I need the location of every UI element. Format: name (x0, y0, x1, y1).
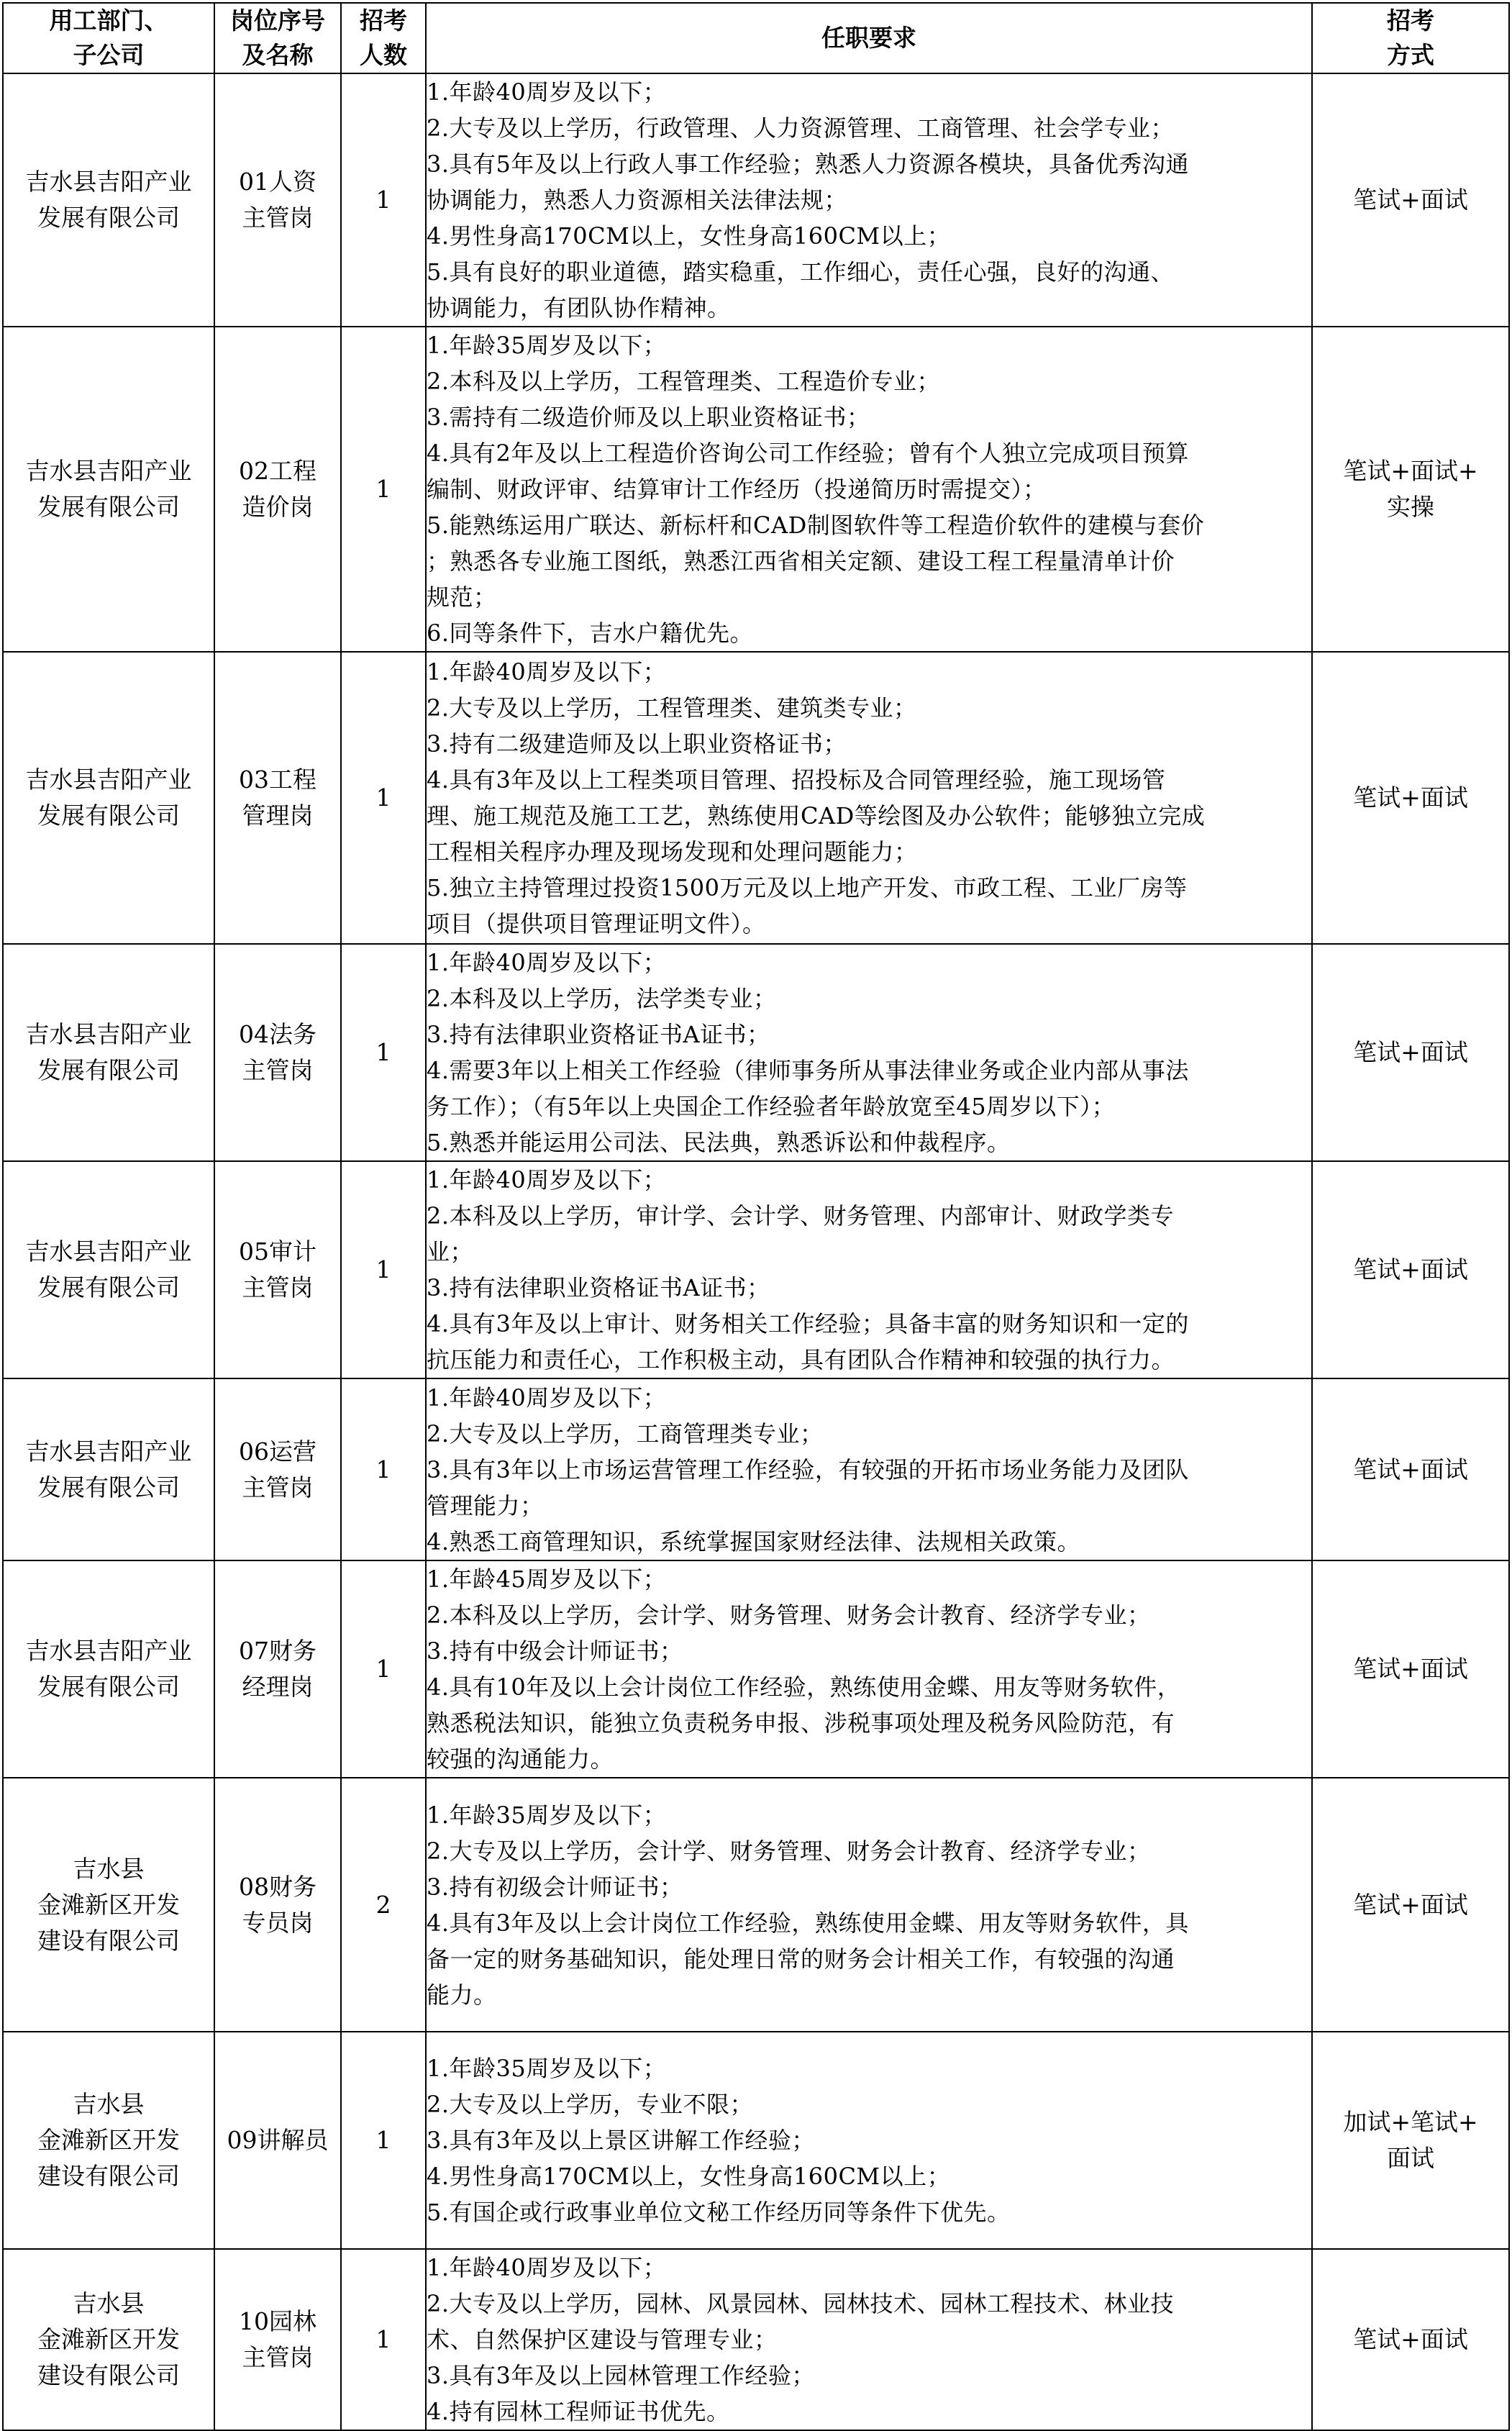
dept-cell (3, 944, 214, 1161)
requirement-line: 4.男性身高170CM以上，女性身高160CM以上； (427, 2163, 951, 2190)
requirement-line: 2.大专及以上学历，园林、风景园林、园林技术、园林工程技术、林业技 (427, 2290, 1175, 2317)
dept-cell-line: 发展有限公司 (37, 801, 180, 830)
header-post (214, 3, 341, 73)
requirements-cell (426, 327, 1312, 652)
requirement-line: 能力。 (427, 1981, 497, 2009)
header-count-line: 招考 (360, 6, 407, 35)
count-cell: 1 (341, 2032, 426, 2249)
post-cell-line: 管理岗 (242, 801, 314, 830)
requirement-line: 熟悉税法知识，能独立负责税务申报、涉税事项处理及税务风险防范，有 (427, 1709, 1175, 1737)
table-row (3, 73, 1509, 327)
post-cell (214, 2032, 341, 2249)
method-cell-line: 笔试+面试 (1353, 186, 1468, 214)
requirement-line: 4.具有10年及以上会计岗位工作经验，熟练使用金蝶、用友等财务软件， (427, 1673, 1181, 1701)
post-cell-line: 01人资 (239, 168, 316, 196)
post-cell-line: 10园林 (239, 2307, 316, 2335)
requirement-line: 协调能力，熟悉人力资源相关法律法规； (427, 186, 848, 214)
dept-cell-line: 吉水县吉阳产业 (25, 1237, 192, 1266)
dept-cell-line: 吉水县吉阳产业 (25, 1020, 192, 1048)
dept-cell-line: 发展有限公司 (37, 204, 180, 232)
header-requirements: 任职要求 (426, 3, 1312, 73)
post-cell-line: 主管岗 (242, 1473, 314, 1501)
post-cell (214, 944, 341, 1161)
table-row (3, 327, 1509, 652)
requirement-line: 4.具有3年及以上审计、财务相关工作经验；具备丰富的财务知识和一定的 (427, 1310, 1189, 1337)
requirement-line: 2.大专及以上学历，会计学、财务管理、财务会计教育、经济学专业； (427, 1837, 1151, 1865)
requirements-cell (426, 73, 1312, 327)
requirement-line: 规范； (427, 583, 497, 611)
dept-cell-line: 建设有限公司 (37, 2162, 180, 2190)
table-row (3, 1378, 1509, 1560)
dept-cell-line: 吉水县吉阳产业 (25, 1637, 192, 1665)
requirement-line: 1.年龄40周岁及以下； (427, 2254, 667, 2281)
post-cell-line: 05审计 (239, 1237, 316, 1266)
requirement-line: 备一定的财务基础知识，能处理日常的财务会计相关工作，有较强的沟通 (427, 1945, 1175, 1973)
requirement-line: 2.大专及以上学历，工程管理类、建筑类专业； (427, 694, 917, 722)
method-cell (1312, 1560, 1509, 1778)
dept-cell-line: 吉水县 (73, 2289, 145, 2317)
post-cell (214, 652, 341, 944)
method-cell-line: 笔试+面试 (1353, 1255, 1468, 1283)
dept-cell-line: 吉水县吉阳产业 (25, 457, 192, 485)
requirement-line: 1.年龄35周岁及以下； (427, 2055, 667, 2082)
header-dept-line: 用工部门、 (49, 6, 168, 35)
count-cell: 1 (341, 327, 426, 652)
method-cell (1312, 2249, 1509, 2430)
dept-cell-line: 发展有限公司 (37, 1473, 180, 1501)
requirement-line: 较强的沟通能力。 (427, 1745, 614, 1773)
requirements-cell (426, 1560, 1312, 1778)
requirement-line: 5.熟悉并能运用公司法、民法典，熟悉诉讼和仲裁程序。 (427, 1129, 1011, 1156)
requirement-line: 3.具有3年以上市场运营管理工作经验，有较强的开拓市场业务能力及团队 (427, 1455, 1189, 1483)
method-cell-line: 实操 (1387, 493, 1434, 521)
method-cell-line: 笔试+面试 (1353, 783, 1468, 812)
requirement-line: 3.持有初级会计师证书； (427, 1873, 683, 1901)
method-cell (1312, 2032, 1509, 2249)
requirement-line: 5.能熟练运用广联达、新标杆和CAD制图软件等工程造价软件的建模与套价 (427, 512, 1205, 539)
requirement-line: 抗压能力和责任心，工作积极主动，具有团队合作精神和较强的执行力。 (427, 1346, 1175, 1373)
requirement-line: ；熟悉各专业施工图纸，熟悉江西省相关定额、建设工程工程量清单计价 (427, 547, 1175, 575)
post-cell (214, 1560, 341, 1778)
header-dept (3, 3, 214, 73)
requirement-line: 3.具有3年及以上景区讲解工作经验； (427, 2127, 815, 2154)
table-row (3, 2249, 1509, 2430)
requirement-line: 4.具有3年及以上工程类项目管理、招投标及合同管理经验，施工现场管 (427, 766, 1166, 794)
header-method-line: 方式 (1387, 41, 1434, 69)
method-cell-line: 笔试+面试 (1353, 1038, 1468, 1066)
count-cell: 2 (341, 1778, 426, 2032)
post-cell-line: 08财务 (239, 1872, 316, 1901)
requirements-cell (426, 2032, 1312, 2249)
header-count-line: 人数 (360, 41, 407, 69)
requirement-line: 1.年龄35周岁及以下； (427, 1801, 667, 1829)
post-cell (214, 73, 341, 327)
count-cell: 1 (341, 652, 426, 944)
requirements-cell (426, 2249, 1312, 2430)
requirement-line: 5.具有良好的职业道德，踏实稳重，工作细心，责任心强，良好的沟通、 (427, 258, 1175, 286)
count-cell: 1 (341, 73, 426, 327)
table-row (3, 1161, 1509, 1378)
requirement-line: 3.具有5年及以上行政人事工作经验；熟悉人力资源各模块，具备优秀沟通 (427, 150, 1189, 178)
dept-cell-line: 吉水县吉阳产业 (25, 168, 192, 196)
requirement-line: 务工作）；（有5年以上央国企工作经验者年龄放宽至45周岁以下）； (427, 1093, 1116, 1120)
requirement-line: 2.本科及以上学历，审计学、会计学、财务管理、内部审计、财政学类专 (427, 1202, 1175, 1230)
header-method-line: 招考 (1387, 6, 1434, 35)
post-cell-line: 主管岗 (242, 1056, 314, 1084)
method-cell (1312, 1778, 1509, 2032)
requirement-line: 3.需持有二级造价师及以上职业资格证书； (427, 404, 870, 431)
requirements-cell (426, 944, 1312, 1161)
dept-cell-line: 金滩新区开发 (37, 2126, 180, 2154)
dept-cell-line: 发展有限公司 (37, 1273, 180, 1301)
requirement-line: 4.具有3年及以上会计岗位工作经验，熟练使用金蝶、用友等财务软件，具 (427, 1909, 1189, 1937)
table-row (3, 1778, 1509, 2032)
dept-cell (3, 652, 214, 944)
post-cell (214, 1161, 341, 1378)
requirements-cell (426, 652, 1312, 944)
dept-cell-line: 建设有限公司 (37, 2361, 180, 2389)
post-cell-line: 03工程 (239, 765, 316, 794)
count-cell: 1 (341, 1161, 426, 1378)
post-cell (214, 1778, 341, 2032)
requirement-line: 工程相关程序办理及现场发现和处理问题能力； (427, 838, 918, 865)
requirement-line: 4.需要3年以上相关工作经验（律师事务所从事法律业务或企业内部从事法 (427, 1057, 1189, 1084)
post-cell-line: 经理岗 (242, 1673, 314, 1701)
post-cell-line: 主管岗 (242, 2343, 314, 2371)
header-method (1312, 3, 1509, 73)
requirement-line: 2.大专及以上学历，行政管理、人力资源管理、工商管理、社会学专业； (427, 114, 1175, 142)
requirement-line: 1.年龄45周岁及以下； (427, 1566, 667, 1593)
post-cell (214, 1378, 341, 1560)
dept-cell (3, 1378, 214, 1560)
requirement-line: 业； (427, 1238, 474, 1266)
post-cell-line: 09讲解员 (227, 2126, 329, 2154)
dept-cell (3, 2032, 214, 2249)
requirement-line: 1.年龄40周岁及以下； (427, 949, 667, 976)
table-row (3, 2032, 1509, 2249)
method-cell (1312, 73, 1509, 327)
requirement-line: 2.大专及以上学历，专业不限； (427, 2091, 754, 2118)
requirement-line: 4.持有园林工程师证书优先。 (427, 2398, 730, 2425)
dept-cell-line: 金滩新区开发 (37, 2325, 180, 2353)
requirement-line: 术、自然保护区建设与管理专业； (427, 2326, 778, 2353)
dept-cell-line: 建设有限公司 (37, 1926, 180, 1955)
header-row (3, 3, 1509, 73)
post-cell (214, 2249, 341, 2430)
header-dept-line: 子公司 (73, 41, 145, 69)
header-post-line: 岗位序号 (230, 6, 325, 35)
count-cell: 1 (341, 1378, 426, 1560)
requirement-line: 2.本科及以上学历，法学类专业； (427, 985, 777, 1012)
requirement-line: 4.男性身高170CM以上，女性身高160CM以上； (427, 222, 951, 250)
count-cell: 1 (341, 1560, 426, 1778)
post-cell-line: 专员岗 (242, 1908, 314, 1937)
post-cell (214, 327, 341, 652)
requirement-line: 管理能力； (427, 1491, 544, 1519)
header-post-line: 及名称 (242, 41, 314, 69)
dept-cell (3, 1161, 214, 1378)
recruitment-table (2, 2, 1510, 2431)
method-cell-line: 面试 (1387, 2144, 1434, 2172)
table-row (3, 652, 1509, 944)
dept-cell (3, 1778, 214, 2032)
table-row (3, 1560, 1509, 1778)
method-cell (1312, 1161, 1509, 1378)
method-cell-line: 笔试+面试+ (1343, 457, 1478, 485)
dept-cell (3, 327, 214, 652)
requirements-cell (426, 1378, 1312, 1560)
count-cell: 1 (341, 944, 426, 1161)
method-cell-line: 笔试+面试 (1353, 1455, 1468, 1483)
dept-cell-line: 吉水县吉阳产业 (25, 1437, 192, 1466)
dept-cell-line: 发展有限公司 (37, 493, 180, 521)
requirement-line: 2.本科及以上学历，工程管理类、工程造价专业； (427, 368, 941, 395)
method-cell-line: 笔试+面试 (1353, 2325, 1468, 2353)
requirement-line: 4.熟悉工商管理知识，系统掌握国家财经法律、法规相关政策。 (427, 1527, 1081, 1555)
requirement-line: 协调能力，有团队协作精神。 (427, 294, 731, 322)
dept-cell-line: 发展有限公司 (37, 1056, 180, 1084)
dept-cell-line: 吉水县 (73, 1854, 145, 1883)
post-cell-line: 主管岗 (242, 1273, 314, 1301)
method-cell (1312, 652, 1509, 944)
dept-cell (3, 73, 214, 327)
requirement-line: 1.年龄35周岁及以下； (427, 332, 667, 359)
post-cell-line: 主管岗 (242, 204, 314, 232)
dept-cell-line: 金滩新区开发 (37, 1890, 180, 1919)
dept-cell (3, 2249, 214, 2430)
dept-cell-line: 吉水县 (73, 2090, 145, 2118)
requirement-line: 3.持有二级建造师及以上职业资格证书； (427, 730, 847, 758)
requirement-line: 4.具有2年及以上工程造价咨询公司工作经验；曾有个人独立完成项目预算 (427, 440, 1189, 467)
requirement-line: 1.年龄40周岁及以下； (427, 1383, 667, 1412)
dept-cell-line: 发展有限公司 (37, 1673, 180, 1701)
requirement-line: 编制、财政评审、结算审计工作经历（投递简历时需提交）； (427, 476, 1047, 503)
requirement-line: 5.有国企或行政事业单位文秘工作经历同等条件下优先。 (427, 2199, 1011, 2226)
method-cell (1312, 944, 1509, 1161)
method-cell-line: 加试+笔试+ (1343, 2108, 1478, 2136)
method-cell (1312, 1378, 1509, 1560)
post-cell-line: 04法务 (239, 1020, 316, 1048)
dept-cell (3, 1560, 214, 1778)
method-cell (1312, 327, 1509, 652)
header-count (341, 3, 426, 73)
dept-cell-line: 吉水县吉阳产业 (25, 765, 192, 794)
post-cell-line: 造价岗 (242, 493, 314, 521)
requirement-line: 1.年龄40周岁及以下； (427, 78, 667, 106)
post-cell-line: 06运营 (239, 1437, 316, 1466)
requirement-line: 3.持有法律职业资格证书A证书； (427, 1021, 770, 1048)
requirement-line: 3.持有中级会计师证书； (427, 1637, 683, 1665)
requirement-line: 2.大专及以上学历，工商管理类专业； (427, 1419, 824, 1448)
method-cell-line: 笔试+面试 (1353, 1890, 1468, 1919)
requirement-line: 项目（提供项目管理证明文件）。 (427, 910, 766, 937)
requirement-line: 2.本科及以上学历，会计学、财务管理、财务会计教育、经济学专业； (427, 1601, 1151, 1629)
post-cell-line: 02工程 (239, 457, 316, 485)
requirement-line: 3.具有3年及以上园林管理工作经验； (427, 2362, 815, 2389)
requirement-line: 1.年龄40周岁及以下； (427, 1166, 667, 1194)
requirement-line: 理、施工规范及施工工艺，熟练使用CAD等绘图及办公软件；能够独立完成 (427, 802, 1206, 830)
table-row (3, 944, 1509, 1161)
requirement-line: 3.持有法律职业资格证书A证书； (427, 1274, 770, 1301)
method-cell-line: 笔试+面试 (1353, 1655, 1468, 1683)
requirements-cell (426, 1778, 1312, 2032)
requirement-line: 6.同等条件下，吉水户籍优先。 (427, 619, 754, 647)
requirements-cell (426, 1161, 1312, 1378)
requirement-line: 1.年龄40周岁及以下； (427, 658, 667, 686)
count-cell: 1 (341, 2249, 426, 2430)
post-cell-line: 07财务 (239, 1637, 316, 1665)
requirement-line: 5.独立主持管理过投资1500万元及以上地产开发、市政工程、工业厂房等 (427, 874, 1188, 901)
